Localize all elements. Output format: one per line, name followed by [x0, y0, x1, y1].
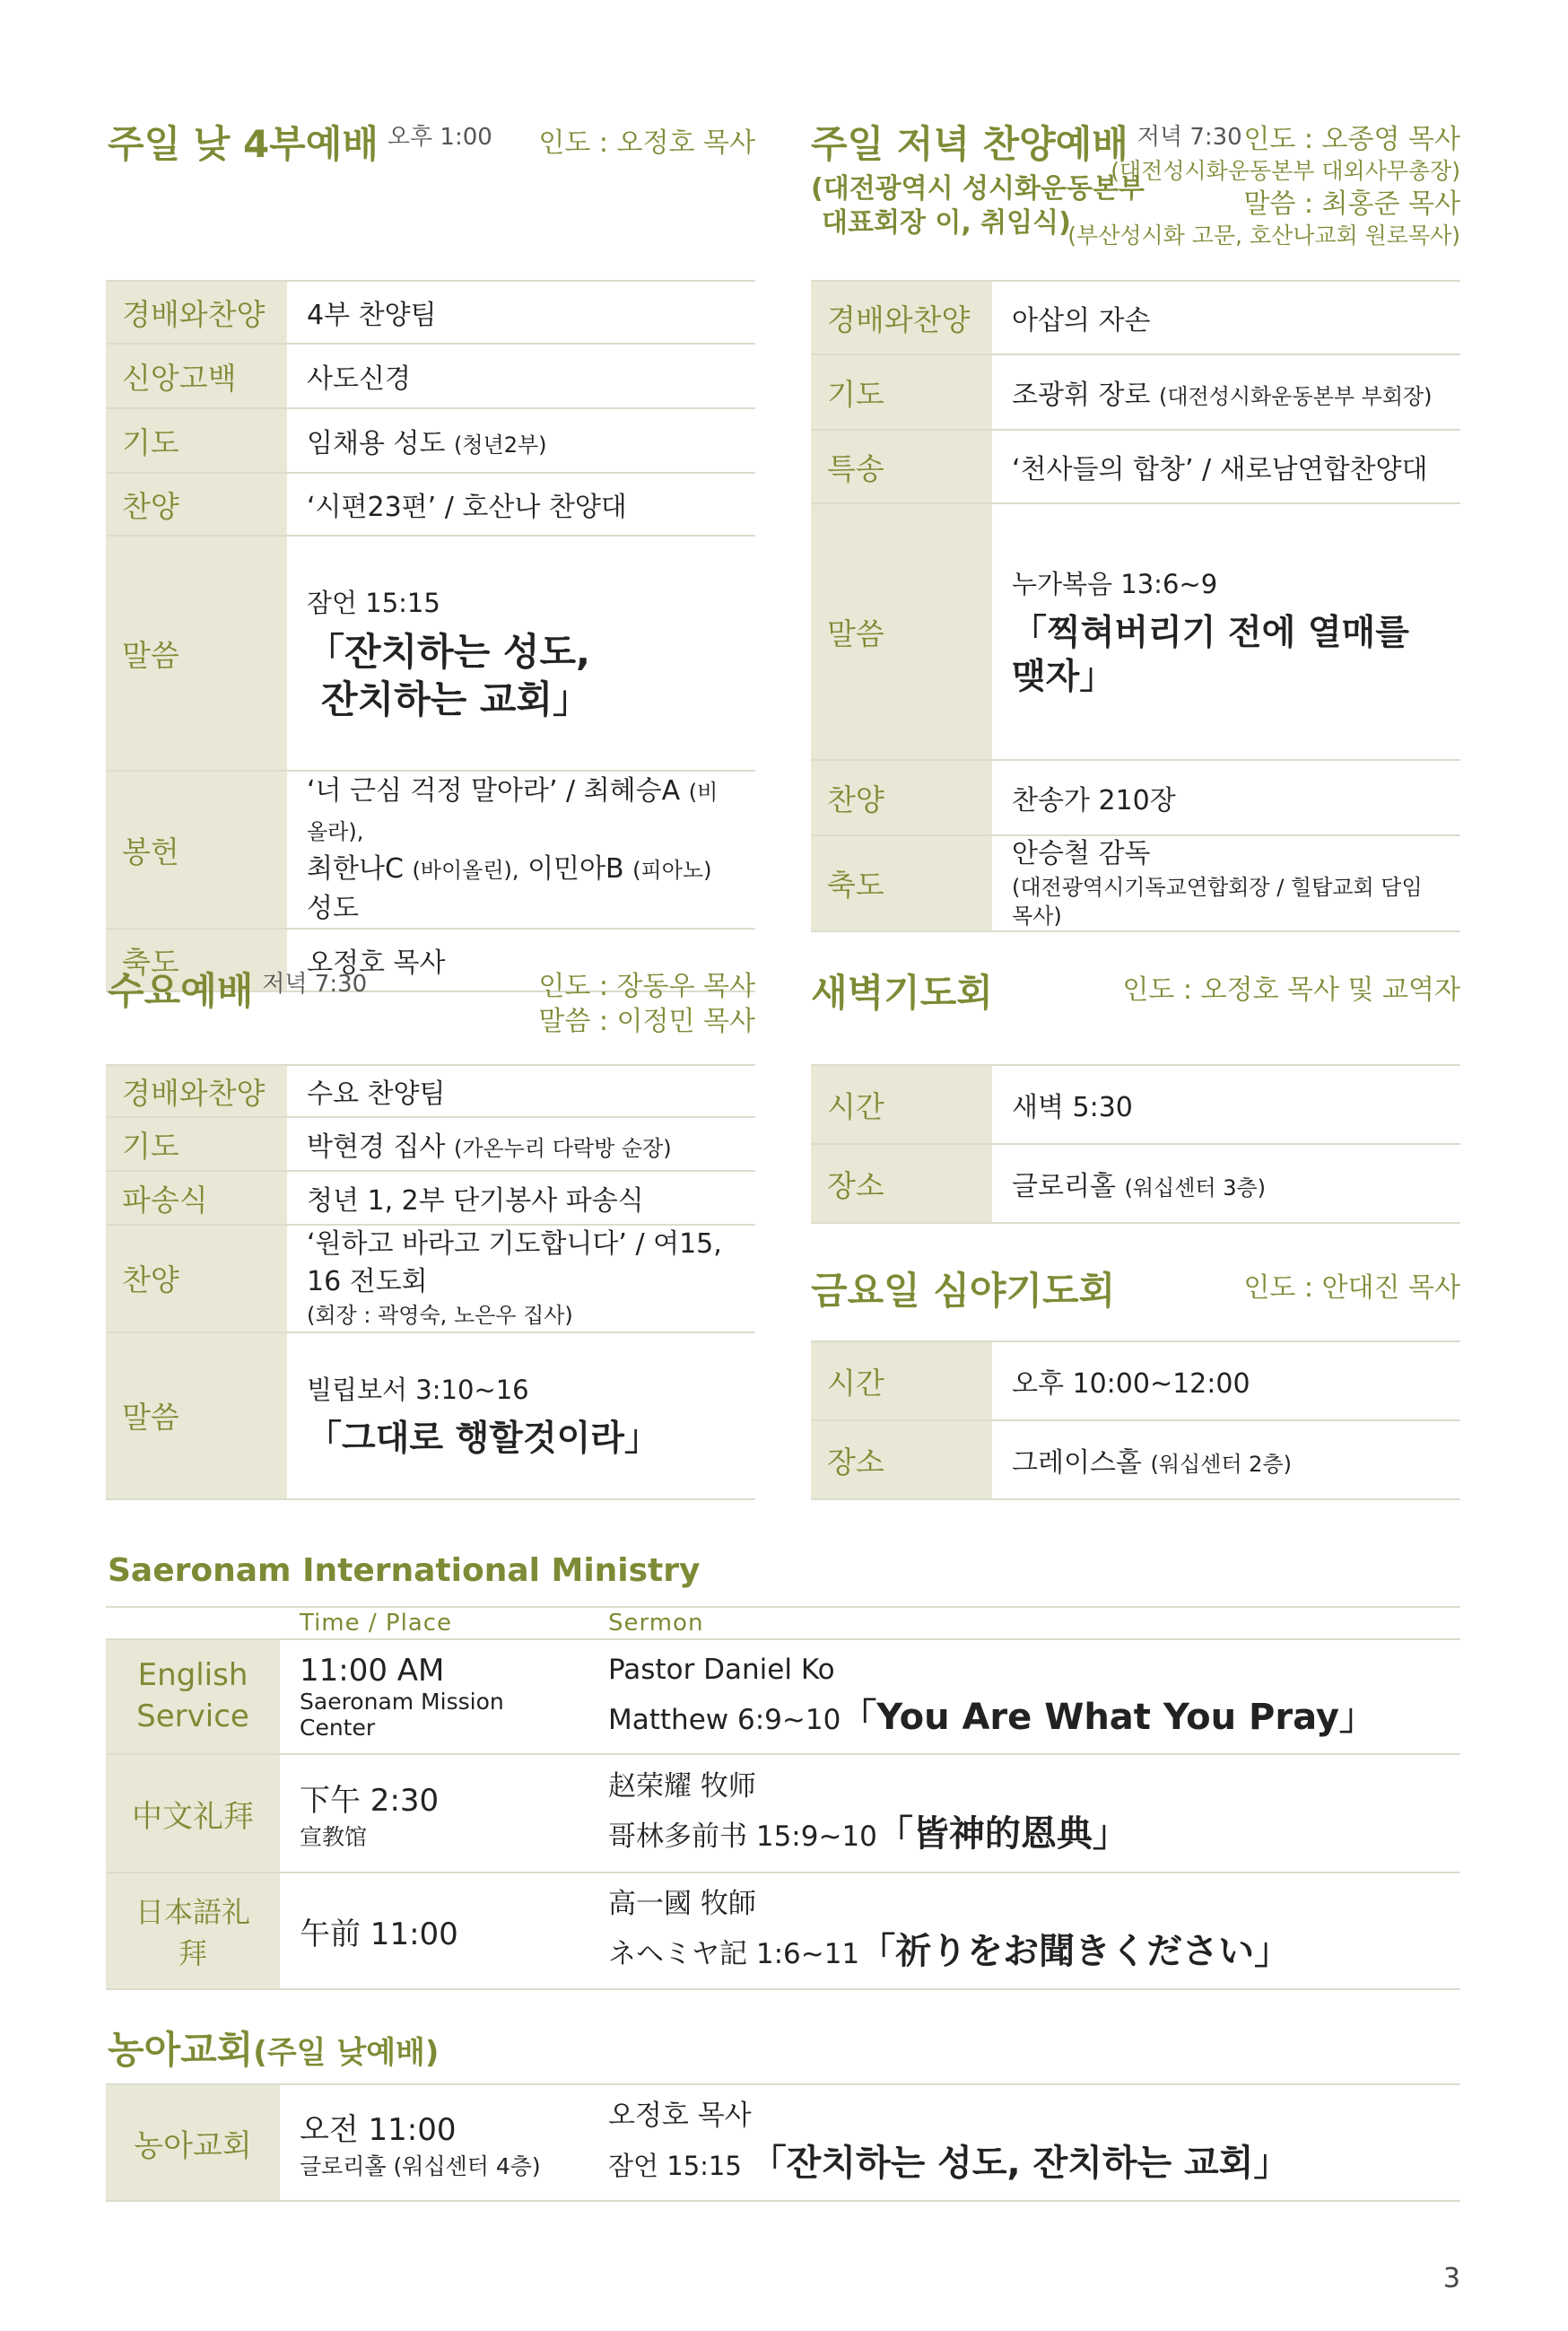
dawn-title: 새벽기도회: [811, 971, 993, 1015]
nonga-sermon-title: 「잔치하는 성도, 잔치하는 교회」: [750, 2143, 1290, 2185]
dawn-leader: 인도 : 오정호 목사 및 교역자: [1122, 974, 1460, 1006]
sunday4-offering: [287, 771, 755, 929]
sunday4-offering-note1: (비올라),: [307, 780, 719, 844]
sundayeve-benediction-note: (대전광역시기독교연합회장 / 힐탑교회 담임목사): [1012, 874, 1423, 929]
international-sermon-line: [608, 1690, 1441, 1744]
nonga-title: [108, 2028, 440, 2072]
sundayeve-prayer-name: 조광휘 장로: [1012, 380, 1151, 411]
sundayeve-hymn-label: 찬양: [811, 760, 992, 835]
international-sermon-line: [608, 1807, 1441, 1861]
international-row-sermon: [588, 1639, 1460, 1754]
sundayeve-benediction: [992, 835, 1460, 931]
sundayeve-subtitle-1: (대전광역시 성시화운동본부: [811, 173, 1145, 205]
sunday4-row-label: 기도: [106, 408, 287, 473]
friday-place: 그레이스홀: [1012, 1447, 1142, 1479]
sunday4-offering-label: 봉헌: [106, 771, 287, 929]
sundayeve-benediction-name: 안승철 감독: [1012, 838, 1151, 869]
international-preacher: 高一國 牧師: [608, 1887, 756, 1920]
dawn-place: 글로리홀: [1012, 1171, 1116, 1202]
nonga-sermon-line: [608, 2136, 1441, 2190]
wednesday-preacher: 말씀 : 이정민 목사: [538, 1006, 755, 1037]
wednesday-prayer-note: (가온누리 다락방 순장): [453, 1136, 672, 1161]
sunday4-sermon: [287, 536, 755, 771]
dawn-row-label: 시간: [811, 1065, 992, 1144]
friday-row-label: 장소: [811, 1420, 992, 1499]
wednesday-hymn: [287, 1225, 755, 1332]
sunday4-offering-line1: ‘너 근심 걱정 말아라’ / 최혜승A: [307, 775, 681, 807]
sunday4-leader: 인도 : 오정호 목사: [538, 127, 755, 159]
wednesday-hymn-line1: ‘원하고 바라고 기도합니다’ / 여15, 16 전도회: [307, 1228, 722, 1297]
sundayeve-leader-note: (대전성시화운동본부 대외사무총장): [1111, 158, 1460, 184]
sundayeve-row-label: 특송: [811, 430, 992, 503]
wednesday-row-label: 경배와찬양: [106, 1065, 287, 1117]
sundayeve-row-value: [992, 354, 1460, 430]
sundayeve-hymn-value: 찬송가 210장: [992, 760, 1460, 835]
wednesday-row-value: [287, 1117, 755, 1171]
friday-table: [811, 1340, 1460, 1500]
sunday4-row-value: 사도신경: [287, 344, 755, 408]
sundayeve-row-value: 아삽의 자손: [992, 281, 1460, 354]
nonga-ref: 잠언 15:15: [608, 2151, 742, 2182]
international-header-sermon: Sermon: [588, 1607, 1460, 1639]
sundayeve-sermon: [992, 503, 1460, 760]
sunday4-offering-p2: 최한나C: [307, 853, 404, 885]
sundayeve-row-label: 경배와찬양: [811, 281, 992, 354]
international-row-label: 中文礼拜: [106, 1754, 280, 1873]
sundayeve-prayer-note: (대전성시화운동본부 부회장): [1158, 384, 1433, 409]
dawn-table: [811, 1064, 1460, 1224]
dawn-row-label: 장소: [811, 1144, 992, 1223]
international-place: 宣教馆: [300, 1823, 368, 1850]
international-label-1: English: [137, 1657, 248, 1694]
international-time: 午前 11:00: [300, 1916, 458, 1952]
sundayeve-sermon-title: 「찍혀버리기 전에 열매를 맺자」: [1012, 612, 1409, 697]
international-title: Saeronam International Ministry: [108, 1552, 701, 1589]
wednesday-hymn-label: 찬양: [106, 1225, 287, 1332]
international-row-sermon: [588, 1754, 1460, 1873]
international-ref: Matthew 6:9~10: [608, 1704, 841, 1737]
wednesday-prayer-name: 박현경 집사: [307, 1131, 446, 1163]
wednesday-row-label: 파송식: [106, 1171, 287, 1225]
sunday4-benediction-label: 축도: [106, 929, 287, 991]
nonga-preacher: 오정호 목사: [608, 2099, 752, 2132]
international-row-time: [280, 1639, 588, 1754]
sunday4-row-value: [287, 408, 755, 473]
sundayeve-title-text: 주일 저녁 찬양예배: [811, 122, 1128, 166]
sunday4-title-text: 주일 낮 4부예배: [108, 122, 379, 166]
sunday4-benediction-value: 오정호 목사: [287, 929, 755, 991]
dawn-row-value: 새벽 5:30: [992, 1065, 1460, 1144]
wednesday-credits: [538, 969, 755, 1039]
international-place: Saeronam Mission Center: [300, 1689, 504, 1741]
friday-row-label: 시간: [811, 1341, 992, 1420]
sunday4-offering-suffix: 성도: [307, 892, 359, 924]
friday-row-value: 오후 10:00~12:00: [992, 1341, 1460, 1420]
international-row-label: [106, 1639, 280, 1754]
sunday4-title: [108, 122, 492, 166]
international-time: 下午 2:30: [300, 1782, 440, 1819]
international-row-time: [280, 1754, 588, 1873]
sunday4-time: 오후 1:00: [387, 124, 492, 151]
friday-row-value: [992, 1420, 1460, 1499]
wednesday-leader: 인도 : 장동우 목사: [538, 971, 755, 1002]
sundayeve-leader: 인도 : 오종영 목사: [1243, 124, 1460, 155]
sundayeve-time: 저녁 7:30: [1137, 124, 1242, 151]
wednesday-row-value: 수요 찬양팀: [287, 1065, 755, 1117]
sunday4-table: [106, 280, 755, 992]
dawn-place-note: (워십센터 3층): [1124, 1175, 1267, 1200]
sunday4-row-value: ‘시편23편’ / 호산나 찬양대: [287, 473, 755, 536]
sunday4-sermon-title-1: 「잔치하는 성도,: [307, 630, 591, 674]
sundayeve-table: [811, 280, 1460, 932]
international-sermon-line: [608, 1925, 1441, 1978]
sunday4-sermon-ref: 잠언 15:15: [307, 588, 440, 618]
international-preacher: Pastor Daniel Ko: [608, 1653, 835, 1686]
dawn-row-value: [992, 1144, 1460, 1223]
international-table: [106, 1606, 1460, 1990]
wednesday-title: [108, 969, 368, 1013]
sunday4-offering-p3: 이민아B: [527, 853, 624, 885]
nonga-place: 글로리홀 (워십센터 4층): [300, 2152, 541, 2179]
international-label-2: Service: [136, 1698, 249, 1734]
international-sermon-title: 「祈りをお聞きください」: [859, 1931, 1291, 1973]
nonga-time-place: [280, 2084, 588, 2201]
international-sermon-title: 「You Are What You Pray」: [841, 1697, 1375, 1739]
sunday4-row-value: 4부 찬양팀: [287, 281, 755, 344]
international-preacher: 赵荣耀 牧师: [608, 1769, 756, 1803]
nonga-time: 오전 11:00: [300, 2111, 457, 2148]
sundayeve-row-value: ‘천사들의 합창’ / 새로남연합찬양대: [992, 430, 1460, 503]
sunday4-row-label: 찬양: [106, 473, 287, 536]
sunday4-row-label: 신앙고백: [106, 344, 287, 408]
international-row-time: [280, 1873, 588, 1989]
sundayeve-row-label: 기도: [811, 354, 992, 430]
nonga-table: [106, 2083, 1460, 2202]
international-sermon-title: 「皆神的恩典」: [876, 1813, 1128, 1855]
nonga-sermon: [588, 2084, 1460, 2201]
sundayeve-preacher: 말씀 : 최홍준 목사: [1243, 188, 1460, 220]
sunday4-sermon-label: 말씀: [106, 536, 287, 771]
nonga-label: 농아교회: [106, 2084, 280, 2201]
sunday4-offering-note2: (바이올린),: [412, 858, 519, 883]
page-number: 3: [1442, 2263, 1460, 2294]
nonga-title-paren: (주일 낮예배): [253, 2035, 440, 2071]
wednesday-table: [106, 1064, 755, 1500]
wednesday-title-text: 수요예배: [108, 969, 254, 1013]
sunday4-prayer-name: 임채용 성도: [307, 428, 446, 459]
sundayeve-sermon-ref: 누가복음 13:6~9: [1012, 568, 1218, 599]
international-header-blank: [106, 1607, 280, 1639]
sundayeve-subtitle-2: 대표회장 이, 취임식): [822, 206, 1071, 239]
wednesday-hymn-line2: (회장 : 곽영숙, 노은우 집사): [307, 1303, 573, 1328]
international-row-label: 日本語礼拜: [106, 1873, 280, 1989]
international-ref: 哥林多前书 15:9~10: [608, 1820, 877, 1854]
sunday4-row-label: 경배와찬양: [106, 281, 287, 344]
wednesday-row-value: 청년 1, 2부 단기봉사 파송식: [287, 1171, 755, 1225]
wednesday-sermon-ref: 빌립보서 3:10~16: [307, 1374, 529, 1405]
wednesday-row-label: 기도: [106, 1117, 287, 1171]
sunday4-sermon-title-2: 잔치하는 교회」: [321, 677, 591, 721]
sundayeve-sermon-label: 말씀: [811, 503, 992, 760]
sundayeve-preacher-note: (부산성시화 고문, 호산나교회 원로목사): [1067, 222, 1460, 249]
friday-title: 금요일 심야기도회: [811, 1269, 1116, 1313]
sundayeve-credits: [1067, 122, 1460, 250]
friday-leader: 인도 : 안대진 목사: [1243, 1272, 1460, 1304]
wednesday-time: 저녁 7:30: [262, 971, 368, 998]
international-header-time: Time / Place: [280, 1607, 588, 1639]
wednesday-sermon-label: 말씀: [106, 1332, 287, 1499]
international-row-sermon: [588, 1873, 1460, 1989]
wednesday-sermon: [287, 1332, 755, 1499]
international-ref: ネヘミヤ記 1:6~11: [608, 1938, 860, 1971]
nonga-title-text: 농아교회: [108, 2028, 254, 2072]
sunday4-prayer-note: (청년2부): [453, 432, 547, 458]
friday-place-note: (워십센터 2층): [1150, 1452, 1292, 1477]
wednesday-sermon-title: 「그대로 행할것이라」: [307, 1418, 659, 1459]
sunday4-offering-note3: (피아노): [632, 858, 712, 883]
international-time: 11:00 AM: [300, 1653, 445, 1689]
sundayeve-benediction-label: 축도: [811, 835, 992, 931]
